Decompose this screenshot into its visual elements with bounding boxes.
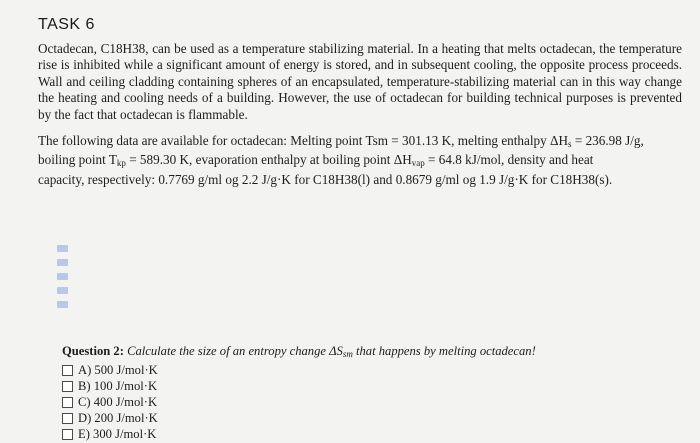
- option-label: B) 100 J/mol·K: [78, 378, 158, 393]
- intro-line: by the fact that octadecan is flammable.: [38, 106, 248, 122]
- answer-option-e[interactable]: [62, 427, 682, 443]
- checkbox[interactable]: [62, 413, 73, 424]
- checkbox[interactable]: [62, 429, 73, 440]
- task-title: TASK 6: [38, 16, 95, 33]
- data-line-1: The following data are available for octadecan: Melting point Tsm = 301.13 K, melting enthalpy $\Delta H_s = 236.98$ J/g,: [38, 133, 644, 149]
- answer-option-a[interactable]: [62, 362, 682, 378]
- answer-progress-marks: [57, 245, 69, 315]
- checkbox[interactable]: [62, 365, 73, 376]
- progress-mark: [57, 301, 68, 308]
- intro-line: Wall and ceiling cladding containing spheres of an encapsulated, temperature-stabilizing material can in this way change: [38, 73, 682, 89]
- option-label: A) 500 J/mol·K: [78, 362, 158, 377]
- option-label: C) 400 J/mol·K: [78, 394, 158, 409]
- question-heading: [62, 344, 682, 359]
- option-label: E) 300 J/mol·K: [78, 427, 157, 442]
- option-label: D) 200 J/mol·K: [78, 411, 158, 426]
- data-line-3: capacity, respectively: 0.7769 g/ml og 2.2 J/g·K for C18H38(l) and 0.8679 g/ml og 1.9 J/g·K for C18H38(s).: [38, 171, 613, 187]
- checkbox[interactable]: [62, 397, 73, 408]
- intro-line: rise is inhibited while a significant amount of energy is stored, and in subsequent cooling, the opposite process proceeds.: [38, 57, 682, 73]
- data-paragraph: [38, 133, 684, 188]
- question-text: Calculate the size of an entropy change ΔSsm that happens by melting octadecan!: [123, 344, 536, 359]
- intro-line: Octadecan, C18H38, can be used as a temperature stabilizing material. In a heating that melts octadecan, the temperature: [38, 41, 682, 56]
- answer-option-c[interactable]: [62, 394, 682, 410]
- progress-mark: [57, 259, 68, 266]
- checkbox[interactable]: [62, 381, 73, 392]
- question-label: Question 2:: [62, 344, 124, 358]
- intro-line: the heating and cooling needs of a building. However, the use of octadecan for building technical purposes is prevented: [38, 90, 682, 106]
- progress-mark: [57, 245, 68, 252]
- answer-option-b[interactable]: [62, 378, 682, 394]
- intro-paragraph: [38, 41, 682, 123]
- progress-mark: [57, 287, 68, 294]
- progress-mark: [57, 273, 68, 280]
- data-line-2: boiling point $T_{kp} = 589.30$ K, evaporation enthalpy at boiling point $\Delta H_{vap} = 64.8$ kJ/mol, density and heat: [38, 152, 594, 169]
- answer-option-d[interactable]: [62, 411, 682, 427]
- question-block: [62, 344, 682, 443]
